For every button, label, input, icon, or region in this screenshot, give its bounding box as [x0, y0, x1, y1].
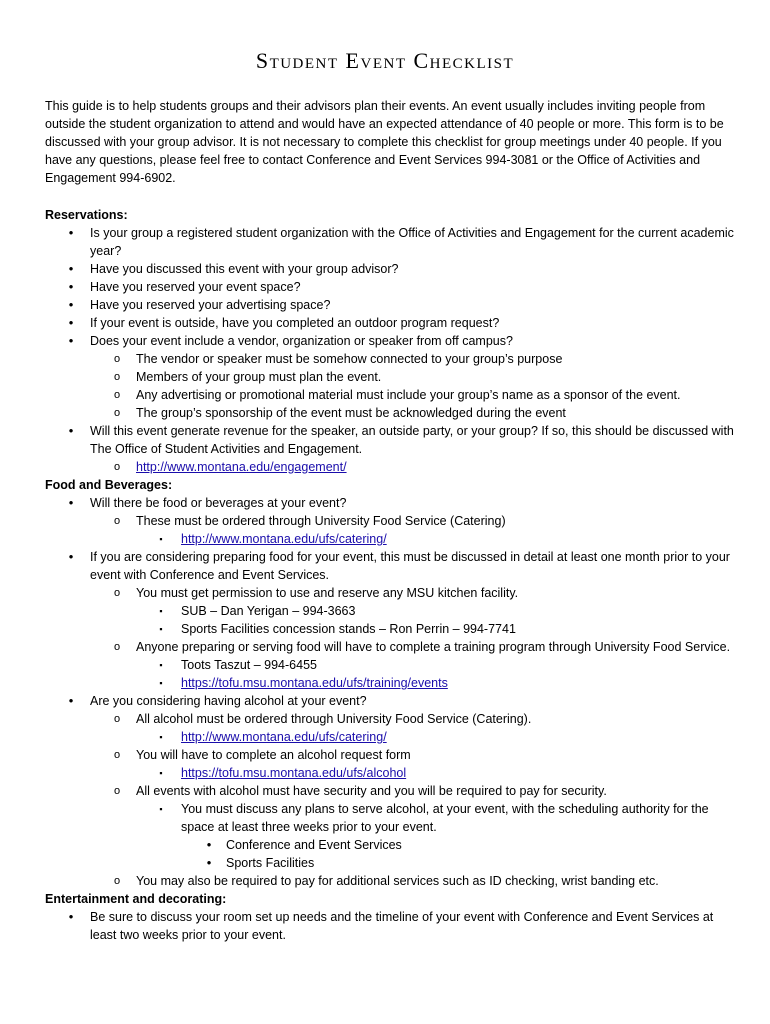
bullet-disc-icon: • — [68, 495, 74, 510]
sub-list-item — [45, 368, 735, 386]
list-item-text: Will there be food or beverages at your event? — [90, 496, 347, 510]
bullet-square-icon: ▪ — [159, 732, 163, 742]
list-item-text: You may also be required to pay for additional services such as ID checking, wrist banding etc. — [136, 874, 659, 888]
catering-link[interactable]: http://www.montana.edu/ufs/catering/ — [181, 532, 387, 546]
bullet-square-icon: ▪ — [159, 534, 163, 544]
bullet-disc-icon: • — [68, 333, 74, 348]
list-item-text: Will this event generate revenue for the speaker, an outside party, or your group? If so, this should be discussed with The Office of Student Activities and Engagement. — [90, 424, 734, 456]
sub-sub-list-item — [45, 656, 735, 674]
sub-list-item — [45, 872, 735, 890]
bullet-circle-icon: o — [113, 875, 121, 887]
bullet-disc-icon: • — [68, 423, 74, 438]
section-heading-reservations: Reservations: — [45, 208, 128, 222]
bullet-circle-icon: o — [113, 713, 121, 725]
list-item-text: All events with alcohol must have security and you will be required to pay for security. — [136, 784, 607, 798]
list-item-text: Is your group a registered student organization with the Office of Activities and Engagement for the current academic year? — [90, 226, 734, 258]
list-item-text: Have you reserved your advertising space? — [90, 298, 331, 312]
list-item — [45, 278, 735, 296]
list-item-text: These must be ordered through University Food Service (Catering) — [136, 514, 506, 528]
sub-sub-list-item — [45, 530, 735, 548]
list-item-text: Sports Facilities concession stands – Ron Perrin – 994-7741 — [181, 622, 516, 636]
bullet-disc-icon: • — [206, 855, 212, 870]
bullet-square-icon: ▪ — [159, 768, 163, 778]
section-heading-food: Food and Beverages: — [45, 478, 173, 492]
sub-list-item — [45, 386, 735, 404]
page-title: Student Event Checklist — [255, 48, 515, 73]
sub-sub-list-item — [45, 602, 735, 620]
list-item-text: SUB – Dan Yerigan – 994-3663 — [181, 604, 356, 618]
list-item — [45, 314, 735, 332]
list-item-text: You must discuss any plans to serve alcohol, at your event, with the scheduling authority for the space at least three weeks prior to your event. — [181, 802, 709, 834]
alcohol-catering-link[interactable]: http://www.montana.edu/ufs/catering/ — [181, 730, 387, 744]
list-item-text: The vendor or speaker must be somehow connected to your group’s purpose — [136, 352, 563, 366]
list-item-text: Toots Taszut – 994-6455 — [181, 658, 317, 672]
sub-list-item — [45, 746, 735, 764]
bullet-circle-icon: o — [113, 587, 121, 599]
bullet-circle-icon: o — [113, 371, 121, 383]
sub-list-item — [45, 350, 735, 368]
sub-list-item — [45, 584, 735, 602]
list-item-text: Have you discussed this event with your group advisor? — [90, 262, 399, 276]
bullet-disc-icon: • — [68, 549, 74, 564]
bullet-disc-icon: • — [68, 315, 74, 330]
bullet-disc-icon: • — [206, 837, 212, 852]
list-item — [45, 692, 735, 710]
list-item-text: Have you reserved your event space? — [90, 280, 301, 294]
list-item — [45, 908, 735, 944]
list-item-text: Sports Facilities — [226, 856, 315, 870]
list-item-text: Conference and Event Services — [226, 838, 402, 852]
bullet-circle-icon: o — [113, 353, 121, 365]
list-item-text: All alcohol must be ordered through University Food Service (Catering). — [136, 712, 532, 726]
deep-list-item — [45, 836, 735, 854]
sub-list-item — [45, 710, 735, 728]
list-item-text: You will have to complete an alcohol request form — [136, 748, 411, 762]
training-link[interactable]: https://tofu.msu.montana.edu/ufs/training/events — [181, 676, 448, 690]
alcohol-request-link[interactable]: https://tofu.msu.montana.edu/ufs/alcohol — [181, 766, 407, 780]
sub-sub-list-item — [45, 728, 735, 746]
list-item — [45, 494, 735, 512]
bullet-circle-icon: o — [113, 407, 121, 419]
list-item-text: Does your event include a vendor, organization or speaker from off campus? — [90, 334, 513, 348]
list-item-text: The group’s sponsorship of the event must be acknowledged during the event — [136, 406, 566, 420]
bullet-circle-icon: o — [113, 461, 121, 473]
sub-sub-list-item — [45, 764, 735, 782]
bullet-disc-icon: • — [68, 693, 74, 708]
bullet-disc-icon: • — [68, 297, 74, 312]
list-item-text: Members of your group must plan the event. — [136, 370, 382, 384]
list-item — [45, 260, 735, 278]
list-item-text: If you are considering preparing food for your event, this must be discussed in detail at least one month prior to your event with Conference and Event Services. — [90, 550, 730, 582]
sub-list-item — [45, 458, 735, 476]
sub-list-item — [45, 512, 735, 530]
sub-list-item — [45, 638, 735, 656]
list-item — [45, 296, 735, 314]
list-item — [45, 224, 735, 260]
sub-sub-list-item — [45, 800, 735, 836]
sub-list-item — [45, 782, 735, 800]
list-item — [45, 332, 735, 350]
list-item-text: You must get permission to use and reserve any MSU kitchen facility. — [136, 586, 519, 600]
bullet-square-icon: ▪ — [159, 804, 163, 814]
bullet-disc-icon: • — [68, 261, 74, 276]
bullet-disc-icon: • — [68, 909, 74, 924]
checklist-content — [45, 206, 735, 944]
intro-paragraph: This guide is to help students groups and their advisors plan their events. An event usually includes inviting people from outside the student organization to attend and would have an expected attendance of 40 people or more. This form is to be discussed with your group advisor. It is not necessary to complete this checklist for group meetings under 40 people. If you have any questions, please feel free to contact Conference and Event Services 994-3081 or the Office of Activities and Engagement 994-6902. — [45, 99, 724, 185]
list-item-text: If your event is outside, have you completed an outdoor program request? — [90, 316, 500, 330]
list-item — [45, 422, 735, 458]
bullet-square-icon: ▪ — [159, 660, 163, 670]
bullet-disc-icon: • — [68, 279, 74, 294]
engagement-link[interactable]: http://www.montana.edu/engagement/ — [136, 460, 347, 474]
bullet-square-icon: ▪ — [159, 606, 163, 616]
sub-sub-list-item — [45, 674, 735, 692]
bullet-circle-icon: o — [113, 641, 121, 653]
section-heading-entertainment: Entertainment and decorating: — [45, 892, 227, 906]
sub-sub-list-item — [45, 620, 735, 638]
list-item-text: Are you considering having alcohol at your event? — [90, 694, 367, 708]
bullet-circle-icon: o — [113, 749, 121, 761]
bullet-circle-icon: o — [113, 515, 121, 527]
bullet-square-icon: ▪ — [159, 678, 163, 688]
bullet-circle-icon: o — [113, 389, 121, 401]
bullet-disc-icon: • — [68, 225, 74, 240]
bullet-circle-icon: o — [113, 785, 121, 797]
list-item — [45, 548, 735, 584]
list-item-text: Any advertising or promotional material must include your group’s name as a sponsor of the event. — [136, 388, 681, 402]
sub-list-item — [45, 404, 735, 422]
deep-list-item — [45, 854, 735, 872]
list-item-text: Anyone preparing or serving food will have to complete a training program through University Food Service. — [136, 640, 731, 654]
bullet-square-icon: ▪ — [159, 624, 163, 634]
list-item-text: Be sure to discuss your room set up needs and the timeline of your event with Conference and Event Services at least two weeks prior to your event. — [90, 910, 714, 942]
